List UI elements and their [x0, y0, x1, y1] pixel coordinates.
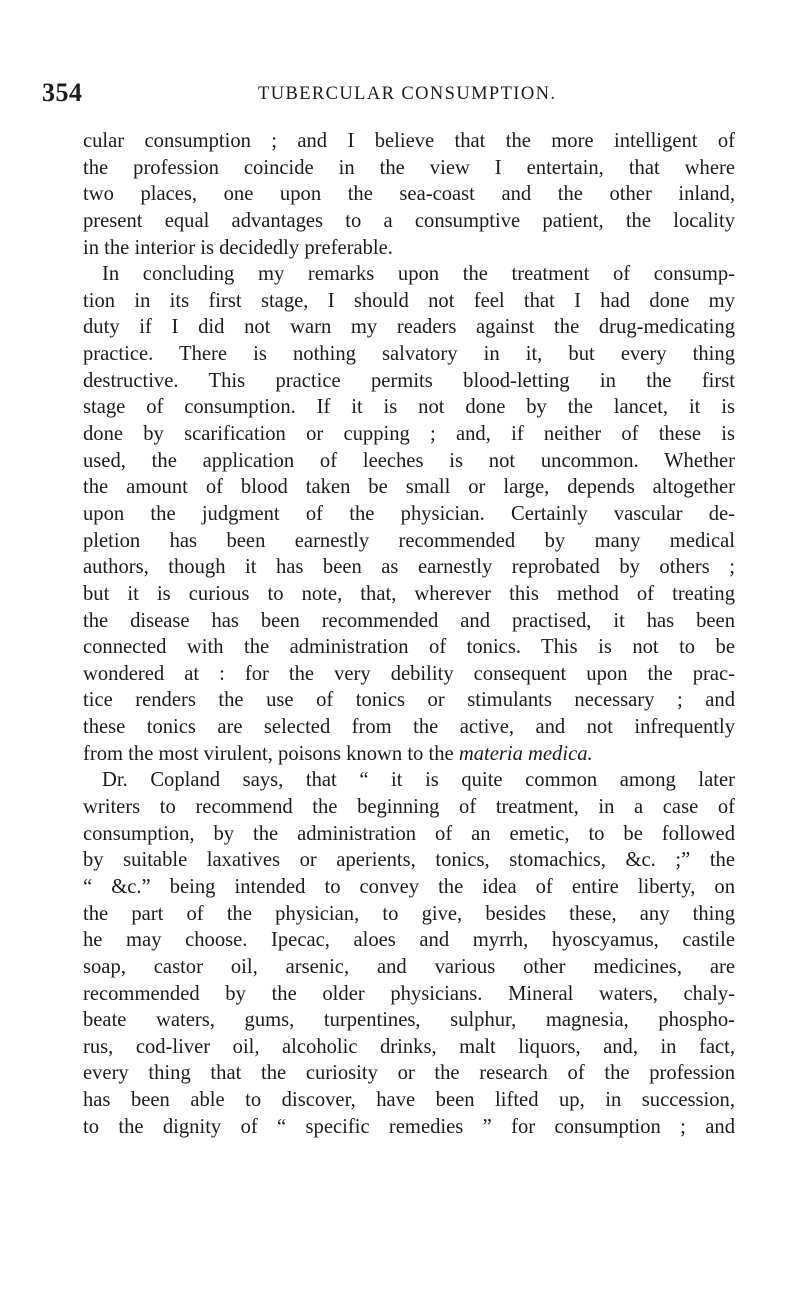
text-line: but it is curious to note, that, wherever this method of treating	[83, 582, 735, 605]
text-line: Dr. Copland says, that “ it is quite common among later	[102, 769, 735, 792]
text-line: the disease has been recommended and practised, it has been	[83, 609, 735, 632]
text-line: practice. There is nothing salvatory in it, but every thing	[83, 343, 735, 366]
running-title: TUBERCULAR CONSUMPTION.	[258, 84, 557, 104]
text-line: In concluding my remarks upon the treatment of consump-	[102, 263, 735, 286]
text-line: cular consumption ; and I believe that the more intelligent of	[83, 130, 735, 152]
text-line: destructive. This practice permits blood-letting in the first	[83, 369, 735, 392]
text-line: beate waters, gums, turpentines, sulphur, magnesia, phospho-	[83, 1009, 735, 1032]
text-line: authors, though it has been as earnestly reprobated by others ;	[83, 556, 735, 579]
text-line: connected with the administration of tonics. This is not to be	[83, 636, 735, 659]
text-segment: from the most virulent, poisons known to the	[83, 742, 454, 765]
text-line: recommended by the older physicians. Mineral waters, chaly-	[83, 982, 735, 1005]
text-line: the part of the physician, to give, besides these, any thing	[83, 902, 735, 925]
text-line: he may choose. Ipecac, aloes and myrrh, hyoscyamus, castile	[83, 929, 735, 952]
running-head	[42, 80, 732, 114]
text-line: these tonics are selected from the active, and not infrequently	[83, 716, 735, 739]
text-line: to the dignity of “ specific remedies ” for consumption ; and	[83, 1115, 735, 1138]
text-line: soap, castor oil, arsenic, and various other medicines, are	[83, 955, 735, 978]
text-line: done by scarification or cupping ; and, if neither of these is	[83, 423, 735, 446]
text-line: has been able to discover, have been lifted up, in succession,	[83, 1089, 735, 1112]
text-line: rus, cod-liver oil, alcoholic drinks, malt liquors, and, in fact,	[83, 1035, 735, 1058]
text-line: wondered at : for the very debility consequent upon the prac-	[83, 662, 735, 685]
body-text	[83, 128, 735, 1140]
text-line: consumption, by the administration of an emetic, to be followed	[83, 822, 735, 845]
text-line: every thing that the curiosity or the research of the profession	[83, 1062, 735, 1085]
text-line: “ &c.” being intended to convey the idea of entire liberty, on	[83, 875, 735, 898]
text-line: the profession coincide in the view I entertain, that where	[83, 156, 735, 179]
text-line: upon the judgment of the physician. Certainly vascular de-	[83, 502, 735, 525]
text-line: writers to recommend the beginning of treatment, in a case of	[83, 796, 735, 819]
text-line-with-italic	[83, 741, 735, 768]
text-line: tion in its first stage, I should not feel that I had done my	[83, 289, 735, 312]
text-line: pletion has been earnestly recommended by many medical	[83, 529, 735, 552]
text-line: tice renders the use of tonics or stimulants necessary ; and	[83, 689, 735, 712]
text-line: used, the application of leeches is not uncommon. Whether	[83, 449, 735, 472]
page-number: 354	[42, 78, 83, 107]
text-line: by suitable laxatives or aperients, tonics, stomachics, &c. ;” the	[83, 849, 735, 872]
italic-term: materia medica.	[458, 742, 593, 765]
text-line: stage of consumption. If it is not done by the lancet, it is	[83, 396, 735, 419]
text-line: two places, one upon the sea-coast and the other inland,	[83, 183, 735, 206]
text-line: in the interior is decidedly preferable.	[83, 236, 393, 259]
text-line: duty if I did not warn my readers against the drug-medicating	[83, 316, 735, 339]
text-line: present equal advantages to a consumptive patient, the locality	[83, 209, 735, 232]
text-line: the amount of blood taken be small or large, depends altogether	[83, 476, 735, 499]
